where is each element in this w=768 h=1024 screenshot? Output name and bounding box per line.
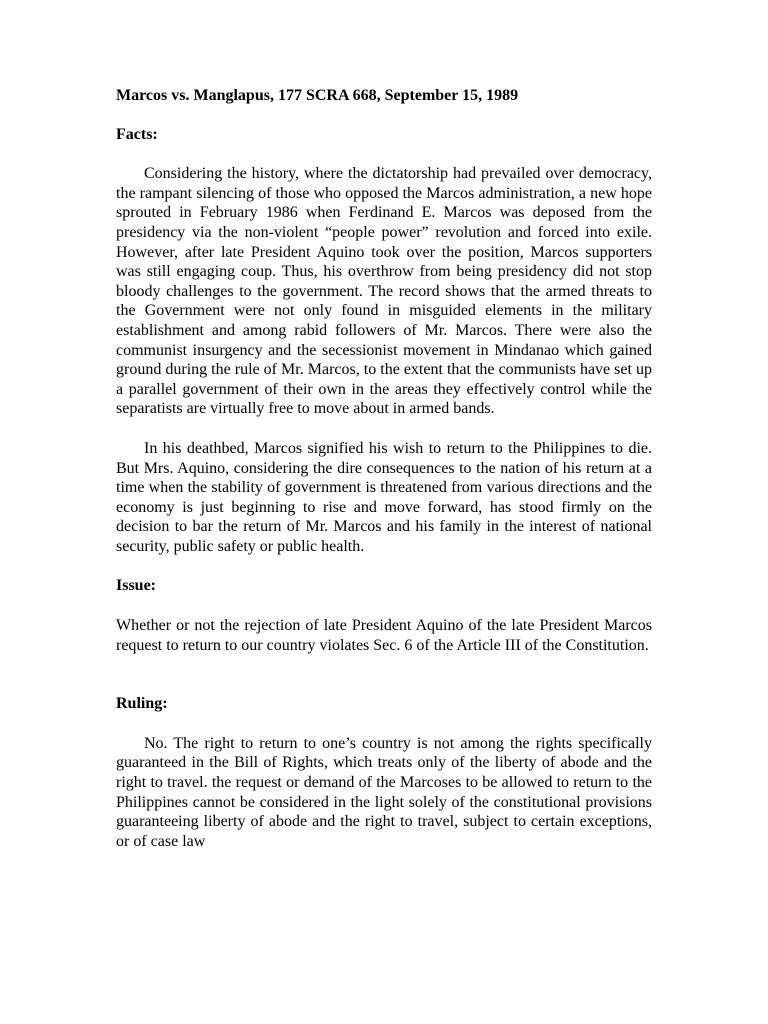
- ruling-paragraph: No. The right to return to one’s country is not among the rights specifically guaranteed in the Bill of Rights, which treats only of the liberty of abode and the right to travel. the request or demand of the Marcoses to be allowed to return to the Philippines cannot be considered in the light solely of the constitutional provisions guaranteeing liberty of abode and the right to travel, subject to certain exceptions, or of case law: [116, 734, 652, 850]
- facts-paragraph-2: In his deathbed, Marcos signified his wish to return to the Philippines to die. But Mrs. Aquino, considering the dire consequences to the nation of his return at a time when the stability of government is threatened from various directions and the economy is just beginning to rise and move forward, has stood firmly on the decision to bar the return of Mr. Marcos and his family in the interest of national security, public safety or public health.: [116, 439, 652, 555]
- issue-paragraph: Whether or not the rejection of late President Aquino of the late President Marcos request to return to our country violates Sec. 6 of the Article III of the Constitution.: [116, 617, 652, 654]
- issue-heading: Issue:: [116, 577, 157, 595]
- facts-paragraph-1: Considering the history, where the dictatorship had prevailed over democracy, the rampant silencing of those who opposed the Marcos administration, a new hope sprouted in February 1986 when Ferdinand E. Marcos was deposed from the presidency via the non-violent “people power” revolution and forced into exile. However, after late President Aquino took over the position, Marcos supporters was still engaging coup. Thus, his overthrow from being presidency did not stop bloody challenges to the government. The record shows that the armed threats to the Government were not only found in misguided elements in the military establishment and among rabid followers of Mr. Marcos. There were also the communist insurgency and the secessionist movement in Mindanao which gained ground during the rule of Mr. Marcos, to the extent that the communists have set up a parallel government of their own in the areas they effectively control while the separatists are virtually free to move about in armed bands.: [116, 165, 652, 418]
- facts-heading: Facts:: [116, 125, 158, 143]
- case-title: Marcos vs. Manglapus, 177 SCRA 668, September 15, 1989: [116, 87, 519, 104]
- document-page: [116, 86, 652, 871]
- ruling-heading: Ruling:: [116, 695, 168, 713]
